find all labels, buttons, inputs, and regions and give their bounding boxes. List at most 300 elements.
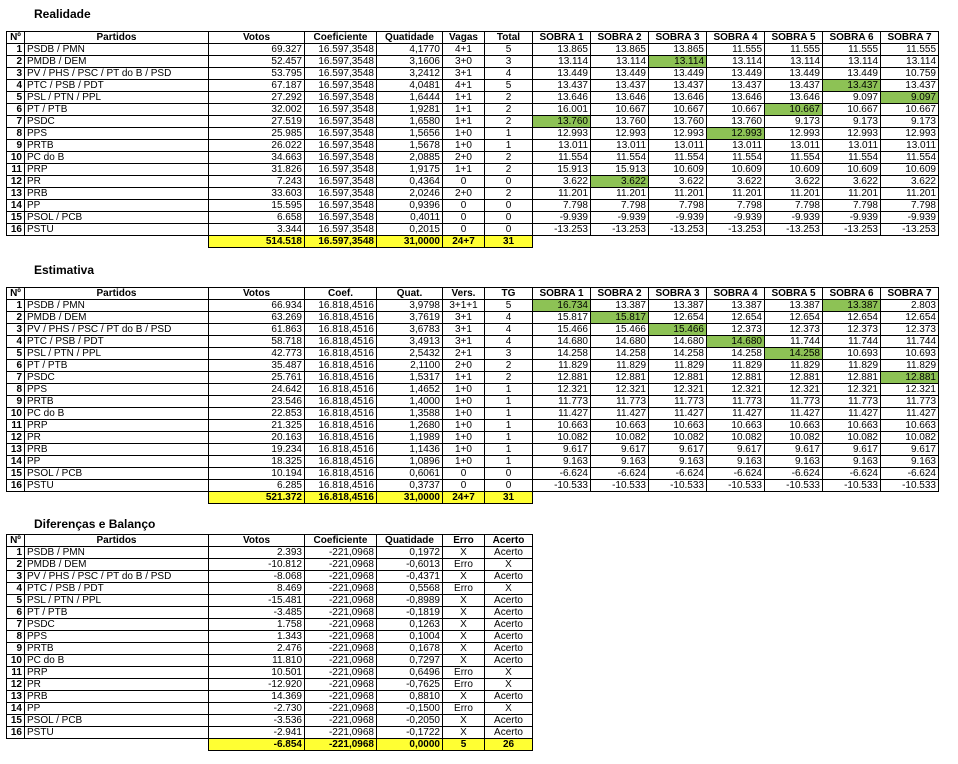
diferencas-table — [6, 534, 533, 751]
table-cell: 7.798 — [533, 200, 591, 212]
table-cell: 7 — [7, 619, 25, 631]
table-cell: 11.829 — [823, 360, 881, 372]
total-cell: -221,0968 — [305, 739, 377, 751]
table-cell: 4 — [485, 312, 533, 324]
column-header: SOBRA 4 — [707, 32, 765, 44]
estimativa-title: Estimativa — [34, 263, 95, 277]
table-cell: 0,8810 — [377, 691, 443, 703]
table-cell: -0,2050 — [377, 715, 443, 727]
table-cell: 16.818,4516 — [305, 432, 377, 444]
table-cell: 14.258 — [707, 348, 765, 360]
table-row — [7, 336, 939, 348]
table-cell: 11.427 — [765, 408, 823, 420]
table-cell: PT / PTB — [25, 360, 209, 372]
table-cell: 3,1606 — [377, 56, 443, 68]
table-cell: 11.554 — [591, 152, 649, 164]
table-cell: 7 — [7, 116, 25, 128]
table-cell: 3,2412 — [377, 68, 443, 80]
table-cell: 11.554 — [881, 152, 939, 164]
table-cell: PV / PHS / PSC / PT do B / PSD — [25, 324, 209, 336]
table-cell: -221,0968 — [305, 715, 377, 727]
table-cell: 10.667 — [823, 104, 881, 116]
table-cell: -221,0968 — [305, 595, 377, 607]
table-cell: -6.624 — [765, 468, 823, 480]
table-cell: PT / PTB — [25, 607, 209, 619]
table-cell: 9.163 — [591, 456, 649, 468]
column-header: SOBRA 4 — [707, 288, 765, 300]
table-row — [7, 715, 533, 727]
table-cell: 11.773 — [533, 396, 591, 408]
table-cell: 13.387 — [765, 300, 823, 312]
table-cell: 13.437 — [591, 80, 649, 92]
table-cell: 2+1 — [443, 348, 485, 360]
column-header: Acerto — [485, 535, 533, 547]
table-cell: 13.449 — [591, 68, 649, 80]
table-cell: 25.761 — [209, 372, 305, 384]
table-cell: 16.597,3548 — [305, 128, 377, 140]
table-cell: 3 — [7, 324, 25, 336]
realidade-title: Realidade — [34, 7, 91, 21]
table-row — [7, 643, 533, 655]
table-cell: 1,9175 — [377, 164, 443, 176]
table-cell: -13.253 — [707, 224, 765, 236]
column-header: Nº — [7, 288, 25, 300]
table-cell: 3+1 — [443, 312, 485, 324]
table-cell: 13.437 — [881, 80, 939, 92]
table-cell: -0,7625 — [377, 679, 443, 691]
table-cell: 16.597,3548 — [305, 140, 377, 152]
table-cell: 11.427 — [591, 408, 649, 420]
table-cell: PRB — [25, 444, 209, 456]
table-cell: 11.829 — [533, 360, 591, 372]
table-cell: 12 — [7, 679, 25, 691]
column-header: Quat. — [377, 288, 443, 300]
table-cell: 13.437 — [533, 80, 591, 92]
table-cell: -221,0968 — [305, 643, 377, 655]
table-row — [7, 128, 939, 140]
table-cell: 16.597,3548 — [305, 80, 377, 92]
table-cell: 16.818,4516 — [305, 348, 377, 360]
column-header: Coeficiente — [305, 535, 377, 547]
table-cell: 12.321 — [649, 384, 707, 396]
table-cell: 10.759 — [881, 68, 939, 80]
table-cell: -6.624 — [823, 468, 881, 480]
table-cell: 13.114 — [881, 56, 939, 68]
table-cell: Acerto — [485, 607, 533, 619]
table-cell: 16 — [7, 224, 25, 236]
table-cell: 5 — [485, 80, 533, 92]
table-cell: 10.082 — [765, 432, 823, 444]
table-cell: 0,1678 — [377, 643, 443, 655]
table-cell: 66.934 — [209, 300, 305, 312]
table-row — [7, 80, 939, 92]
table-cell: 10.693 — [881, 348, 939, 360]
table-row — [7, 607, 533, 619]
table-cell: -13.253 — [591, 224, 649, 236]
table-cell: 1+1 — [443, 116, 485, 128]
total-cell: 24+7 — [443, 236, 485, 248]
table-cell: 3.622 — [591, 176, 649, 188]
table-cell: 2 — [7, 56, 25, 68]
table-row — [7, 619, 533, 631]
table-cell: 14 — [7, 200, 25, 212]
table-cell: 13.449 — [707, 68, 765, 80]
table-cell: 9 — [7, 140, 25, 152]
table-cell: 12.321 — [881, 384, 939, 396]
table-cell: 0,1972 — [377, 547, 443, 559]
table-cell: Acerto — [485, 691, 533, 703]
empty-cell — [7, 236, 25, 248]
table-cell: 11.555 — [707, 44, 765, 56]
table-cell: -221,0968 — [305, 727, 377, 739]
table-cell: 0,6061 — [377, 468, 443, 480]
table-cell: 16.597,3548 — [305, 188, 377, 200]
table-cell: Acerto — [485, 655, 533, 667]
table-cell: 13.011 — [881, 140, 939, 152]
table-cell: PRP — [25, 667, 209, 679]
table-cell: 16.597,3548 — [305, 104, 377, 116]
table-cell: 12.321 — [533, 384, 591, 396]
table-cell: X — [443, 691, 485, 703]
table-cell: 16.818,4516 — [305, 468, 377, 480]
table-cell: 2,0885 — [377, 152, 443, 164]
table-cell: 4 — [7, 583, 25, 595]
table-cell: 2 — [485, 188, 533, 200]
table-cell: PPS — [25, 631, 209, 643]
table-cell: X — [443, 595, 485, 607]
table-cell: PC do B — [25, 655, 209, 667]
table-cell: 13.114 — [591, 56, 649, 68]
table-cell: -13.253 — [533, 224, 591, 236]
column-header: TG — [485, 288, 533, 300]
table-cell: 12.993 — [533, 128, 591, 140]
column-header: SOBRA 6 — [823, 32, 881, 44]
table-cell: 10.667 — [881, 104, 939, 116]
table-cell: 16.597,3548 — [305, 164, 377, 176]
table-cell: Acerto — [485, 631, 533, 643]
table-cell: 16.597,3548 — [305, 92, 377, 104]
table-cell: Erro — [443, 559, 485, 571]
column-header: Total — [485, 32, 533, 44]
table-cell: 10.667 — [649, 104, 707, 116]
table-cell: 0 — [443, 176, 485, 188]
table-cell: 0 — [485, 468, 533, 480]
table-row — [7, 703, 533, 715]
empty-cell — [7, 739, 25, 751]
table-cell: 3.622 — [649, 176, 707, 188]
table-cell: PTC / PSB / PDT — [25, 583, 209, 595]
column-header: SOBRA 2 — [591, 288, 649, 300]
table-row — [7, 176, 939, 188]
diferencas-title: Diferenças e Balanço — [34, 517, 156, 531]
table-cell: PSDC — [25, 619, 209, 631]
table-cell: -13.253 — [823, 224, 881, 236]
table-cell: 16.597,3548 — [305, 224, 377, 236]
empty-cell — [591, 236, 649, 248]
table-cell: 3+1 — [443, 336, 485, 348]
table-cell: 3 — [485, 348, 533, 360]
empty-cell — [649, 492, 707, 504]
empty-cell — [765, 236, 823, 248]
table-cell: 16.818,4516 — [305, 456, 377, 468]
table-cell: Erro — [443, 583, 485, 595]
empty-cell — [823, 492, 881, 504]
table-cell: -221,0968 — [305, 703, 377, 715]
table-cell: 11.829 — [765, 360, 823, 372]
table-cell: 34.663 — [209, 152, 305, 164]
table-cell: 16.818,4516 — [305, 324, 377, 336]
table-cell: 2 — [7, 312, 25, 324]
table-cell: 10 — [7, 408, 25, 420]
table-cell: -6.624 — [591, 468, 649, 480]
table-cell: 1+1 — [443, 372, 485, 384]
table-cell: 4 — [485, 336, 533, 348]
table-cell: 12.373 — [823, 324, 881, 336]
table-cell: 42.773 — [209, 348, 305, 360]
table-cell: X — [443, 619, 485, 631]
table-cell: X — [485, 583, 533, 595]
table-cell: 10.609 — [765, 164, 823, 176]
table-cell: 12.321 — [707, 384, 765, 396]
column-header: SOBRA 6 — [823, 288, 881, 300]
table-cell: 14 — [7, 456, 25, 468]
table-cell: 11.773 — [765, 396, 823, 408]
table-cell: 15 — [7, 212, 25, 224]
table-cell: 13.011 — [649, 140, 707, 152]
table-cell: 11.773 — [823, 396, 881, 408]
column-header: SOBRA 5 — [765, 32, 823, 44]
table-cell: PSDB / PMN — [25, 300, 209, 312]
table-cell: X — [443, 631, 485, 643]
table-cell: 15.913 — [591, 164, 649, 176]
table-cell: 16.818,4516 — [305, 420, 377, 432]
table-cell: 11.201 — [823, 188, 881, 200]
table-cell: 1 — [7, 547, 25, 559]
table-cell: 3+1 — [443, 68, 485, 80]
table-cell: 13.387 — [707, 300, 765, 312]
table-cell: 1.343 — [209, 631, 305, 643]
column-header: Votos — [209, 32, 305, 44]
empty-cell — [881, 492, 939, 504]
table-cell: 4 — [7, 80, 25, 92]
table-cell: 0,9396 — [377, 200, 443, 212]
table-cell: PRB — [25, 691, 209, 703]
table-cell: 9.173 — [823, 116, 881, 128]
table-cell: 15.466 — [649, 324, 707, 336]
table-cell: 10.663 — [707, 420, 765, 432]
table-cell: 13 — [7, 691, 25, 703]
table-cell: 1,4652 — [377, 384, 443, 396]
table-cell: 13.011 — [823, 140, 881, 152]
table-cell: 9.097 — [823, 92, 881, 104]
table-cell: 11.744 — [881, 336, 939, 348]
table-cell: PV / PHS / PSC / PT do B / PSD — [25, 571, 209, 583]
table-cell: 2 — [7, 559, 25, 571]
table-cell: PMDB / DEM — [25, 312, 209, 324]
table-row — [7, 667, 533, 679]
table-cell: 3 — [7, 68, 25, 80]
table-cell: 2.393 — [209, 547, 305, 559]
table-cell: -3.536 — [209, 715, 305, 727]
table-cell: 14.258 — [765, 348, 823, 360]
header-row — [7, 535, 533, 547]
table-row — [7, 396, 939, 408]
table-cell: X — [443, 715, 485, 727]
table-cell: 13.437 — [823, 80, 881, 92]
table-cell: 12.993 — [823, 128, 881, 140]
table-cell: 3.622 — [707, 176, 765, 188]
table-row — [7, 200, 939, 212]
table-row — [7, 116, 939, 128]
table-cell: 16.597,3548 — [305, 44, 377, 56]
table-cell: 1,9281 — [377, 104, 443, 116]
table-cell: 14.680 — [591, 336, 649, 348]
table-cell: 13.387 — [649, 300, 707, 312]
table-cell: 4+1 — [443, 44, 485, 56]
table-cell: 11.554 — [533, 152, 591, 164]
column-header: SOBRA 3 — [649, 32, 707, 44]
table-cell: 7.798 — [707, 200, 765, 212]
table-cell: PV / PHS / PSC / PT do B / PSD — [25, 68, 209, 80]
table-cell: 9 — [7, 643, 25, 655]
table-cell: 1 — [485, 444, 533, 456]
table-cell: PRTB — [25, 140, 209, 152]
table-cell: -221,0968 — [305, 631, 377, 643]
table-cell: 1+0 — [443, 444, 485, 456]
table-cell: 4 — [485, 324, 533, 336]
empty-cell — [533, 492, 591, 504]
table-cell: 9.617 — [649, 444, 707, 456]
table-cell: 0,1263 — [377, 619, 443, 631]
table-cell: 11.427 — [881, 408, 939, 420]
table-cell: 13.865 — [533, 44, 591, 56]
table-cell: 0 — [443, 224, 485, 236]
table-cell: 11.555 — [765, 44, 823, 56]
table-cell: 9.173 — [881, 116, 939, 128]
table-cell: Erro — [443, 679, 485, 691]
table-cell: 16.597,3548 — [305, 212, 377, 224]
table-cell: 7.243 — [209, 176, 305, 188]
table-cell: 16.597,3548 — [305, 152, 377, 164]
table-cell: 3,6783 — [377, 324, 443, 336]
table-cell: 13.760 — [649, 116, 707, 128]
table-cell: 1,4000 — [377, 396, 443, 408]
table-cell: 3,4913 — [377, 336, 443, 348]
table-cell: 14.258 — [591, 348, 649, 360]
table-cell: 1 — [485, 408, 533, 420]
table-cell: PSL / PTN / PPL — [25, 595, 209, 607]
table-cell: 12 — [7, 432, 25, 444]
table-cell: 10.667 — [591, 104, 649, 116]
table-cell: 3,9798 — [377, 300, 443, 312]
table-cell: 15.466 — [533, 324, 591, 336]
table-cell: 0,7297 — [377, 655, 443, 667]
table-cell: -0,4371 — [377, 571, 443, 583]
table-cell: -10.533 — [707, 480, 765, 492]
empty-cell — [25, 236, 209, 248]
table-cell: PMDB / DEM — [25, 56, 209, 68]
table-cell: 15.913 — [533, 164, 591, 176]
table-cell: 11.201 — [765, 188, 823, 200]
table-cell: -12.920 — [209, 679, 305, 691]
total-cell: 31,0000 — [377, 492, 443, 504]
table-cell: 8 — [7, 128, 25, 140]
table-cell: PSTU — [25, 727, 209, 739]
table-cell: 8 — [7, 384, 25, 396]
table-cell: 0 — [485, 200, 533, 212]
table-cell: 19.234 — [209, 444, 305, 456]
table-cell: 27.292 — [209, 92, 305, 104]
table-cell: 12.321 — [823, 384, 881, 396]
table-cell: PR — [25, 176, 209, 188]
table-cell: 13.646 — [707, 92, 765, 104]
column-header: SOBRA 1 — [533, 288, 591, 300]
table-cell: 0,2015 — [377, 224, 443, 236]
table-cell: PC do B — [25, 408, 209, 420]
table-cell: 67.187 — [209, 80, 305, 92]
table-cell: 11.829 — [591, 360, 649, 372]
table-cell: 35.487 — [209, 360, 305, 372]
column-header: Coef. — [305, 288, 377, 300]
table-cell: 20.163 — [209, 432, 305, 444]
table-cell: 3 — [485, 56, 533, 68]
totals-row — [7, 739, 533, 751]
table-cell: -221,0968 — [305, 679, 377, 691]
table-cell: PRP — [25, 420, 209, 432]
table-cell: 9.617 — [765, 444, 823, 456]
table-cell: 4+1 — [443, 80, 485, 92]
table-cell: 13.011 — [765, 140, 823, 152]
empty-cell — [707, 492, 765, 504]
table-cell: 0 — [443, 468, 485, 480]
table-cell: 13.646 — [591, 92, 649, 104]
table-cell: X — [443, 571, 485, 583]
total-cell: -6.854 — [209, 739, 305, 751]
table-cell: 13.011 — [533, 140, 591, 152]
header-row — [7, 288, 939, 300]
table-row — [7, 456, 939, 468]
table-cell: 11.554 — [649, 152, 707, 164]
table-cell: 10.663 — [649, 420, 707, 432]
column-header: Vers. — [443, 288, 485, 300]
table-row — [7, 68, 939, 80]
table-cell: 16.818,4516 — [305, 480, 377, 492]
table-row — [7, 571, 533, 583]
table-cell: 13.011 — [591, 140, 649, 152]
table-row — [7, 384, 939, 396]
table-cell: 1,1989 — [377, 432, 443, 444]
table-cell: -0,1500 — [377, 703, 443, 715]
table-cell: 12.654 — [707, 312, 765, 324]
table-cell: 12.321 — [591, 384, 649, 396]
table-row — [7, 212, 939, 224]
table-cell: 11 — [7, 420, 25, 432]
table-cell: 12.881 — [881, 372, 939, 384]
table-cell: PRTB — [25, 643, 209, 655]
table-cell: -15.481 — [209, 595, 305, 607]
table-cell: 10.082 — [591, 432, 649, 444]
table-cell: 1+0 — [443, 384, 485, 396]
table-cell: 1 — [485, 456, 533, 468]
table-cell: 2 — [485, 116, 533, 128]
total-cell: 31,0000 — [377, 236, 443, 248]
table-cell: 10.501 — [209, 667, 305, 679]
table-cell: 27.519 — [209, 116, 305, 128]
table-cell: 3.344 — [209, 224, 305, 236]
table-cell: 14.258 — [533, 348, 591, 360]
column-header: SOBRA 5 — [765, 288, 823, 300]
table-cell: PT / PTB — [25, 104, 209, 116]
